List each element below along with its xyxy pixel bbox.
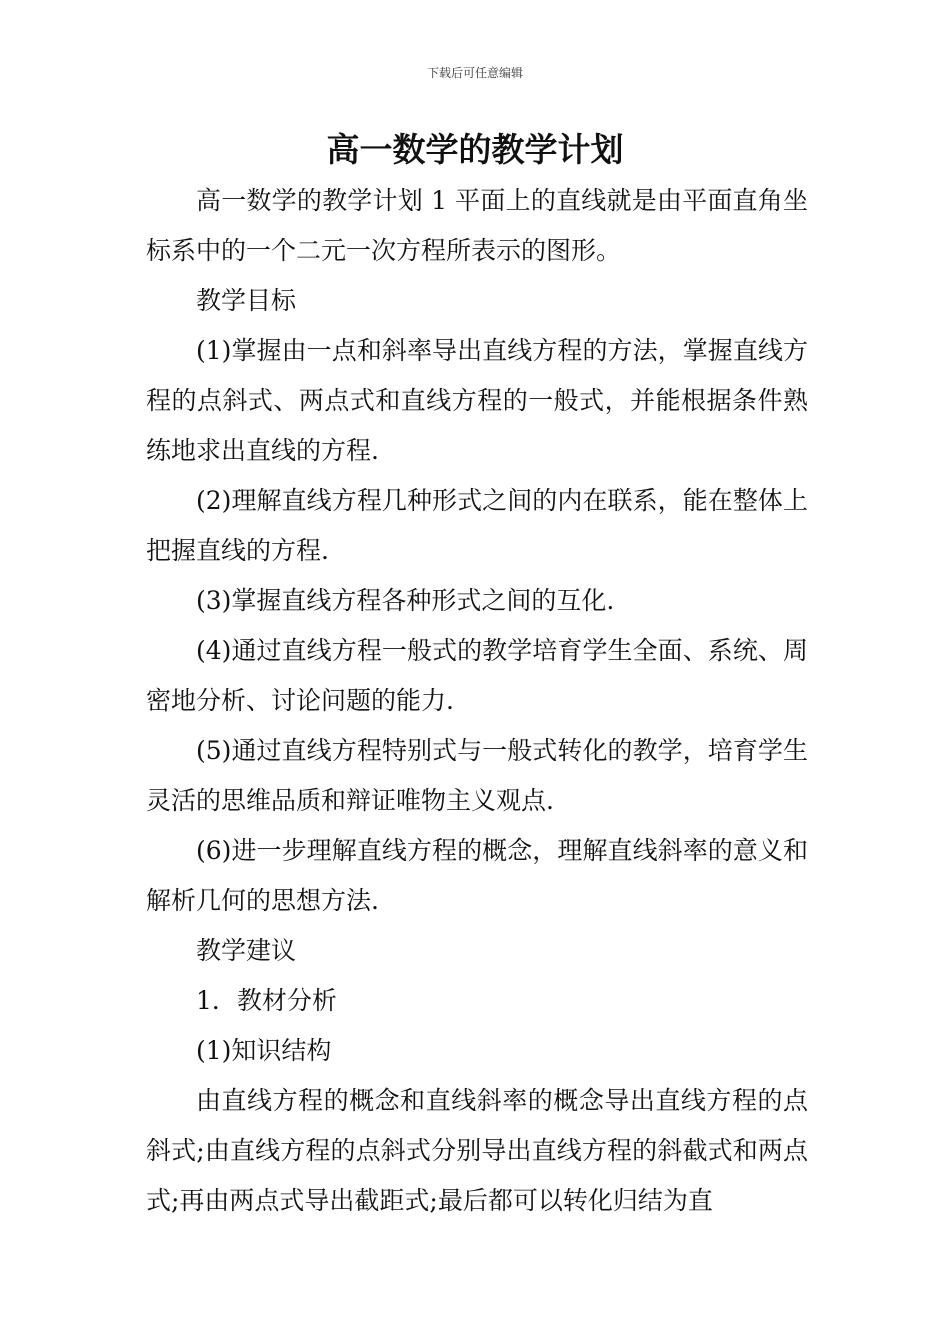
goal-item-6: (6)进一步理解直线方程的概念，理解直线斜率的意义和解析几何的思想方法. [146, 836, 808, 915]
goal-item-4: (4)通过直线方程一般式的教学培育学生全面、系统、周密地分析、讨论问题的能力. [146, 636, 808, 715]
heading-teaching-goals: 教学目标 [196, 286, 297, 315]
heading-knowledge-structure: (1)知识结构 [196, 1036, 332, 1065]
heading-teaching-suggestions: 教学建议 [196, 936, 297, 965]
paragraph-intro: 高一数学的教学计划 1 平面上的直线就是由平面直角坐标系中的一个二元一次方程所表示的图形。 [146, 186, 808, 265]
paragraph-knowledge-structure: 由直线方程的概念和直线斜率的概念导出直线方程的点斜式;由直线方程的点斜式分别导出直线方程的斜截式和两点式;再由两点式导出截距式;最后都可以转化归结为直 [146, 1086, 808, 1215]
goal-item-3: (3)掌握直线方程各种形式之间的互化. [196, 586, 615, 615]
goal-item-5: (5)通过直线方程特别式与一般式转化的教学，培育学生灵活的思维品质和辩证唯物主义观点. [146, 736, 808, 815]
document-body [146, 176, 808, 1226]
heading-textbook-analysis: 1．教材分析 [196, 986, 337, 1015]
page-header-note: 下载后可任意编辑 [426, 66, 523, 80]
goal-item-2: (2)理解直线方程几种形式之间的内在联系，能在整体上把握直线的方程. [146, 486, 808, 565]
document-title: 高一数学的教学计划 [326, 130, 624, 169]
goal-item-1: (1)掌握由一点和斜率导出直线方程的方法，掌握直线方程的点斜式、两点式和直线方程的一般式，并能根据条件熟练地求出直线的方程. [146, 336, 808, 465]
